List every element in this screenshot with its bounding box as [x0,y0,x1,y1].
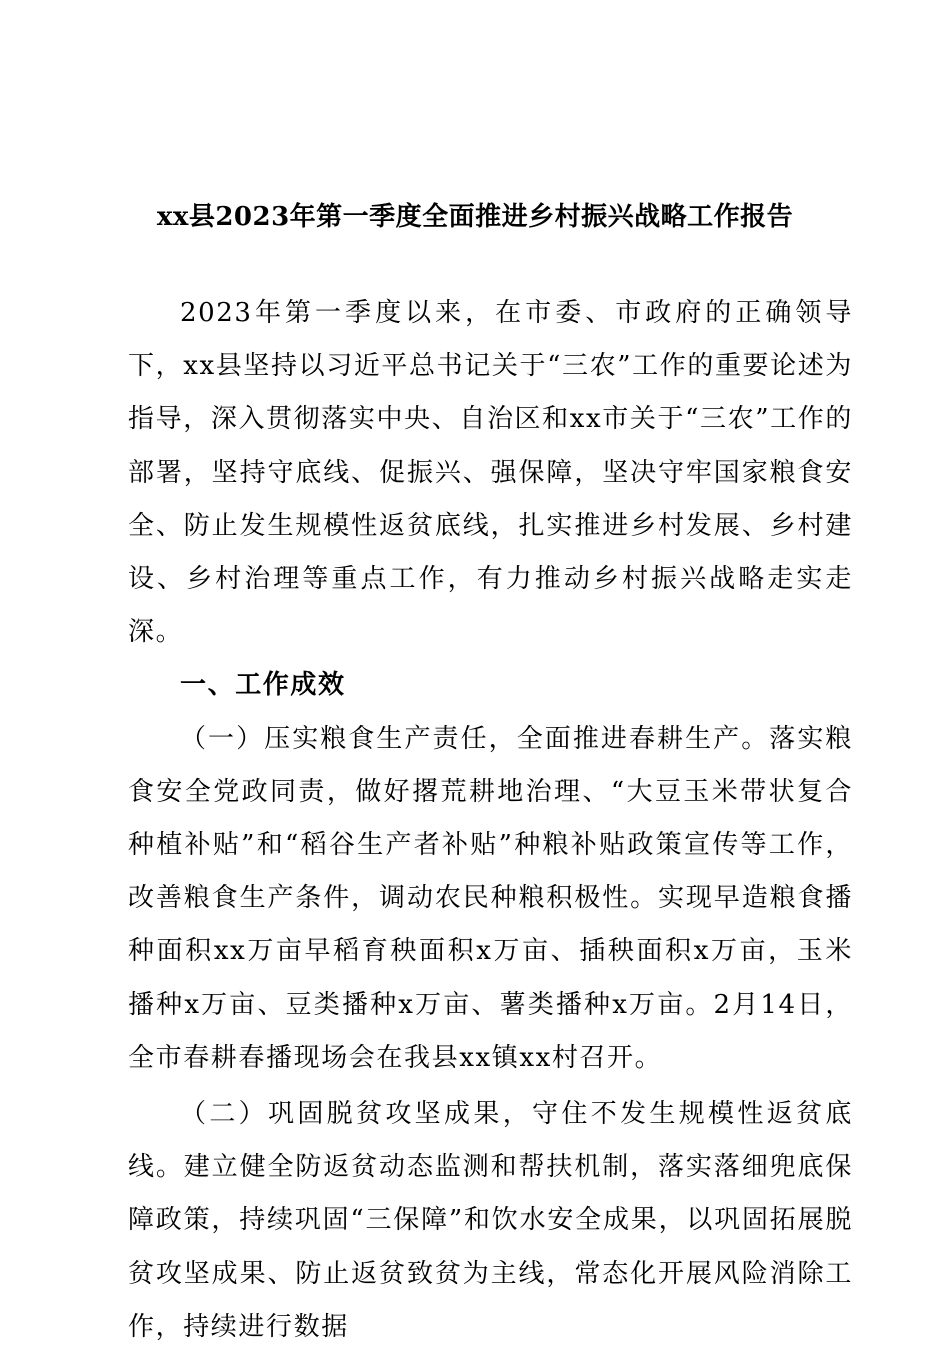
paragraph-grain-production: （一）压实粮食生产责任，全面推进春耕生产。落实粮食安全党政同责，做好撂荒耕地治理、“大豆玉米带状复合种植补贴”和“稻谷生产者补贴”种粮补贴政策宣传等工作，改善粮食生产条件，调动农民种粮积极性。实现早造粮食播种面积xx万亩早稻育秧面积x万亩、插秧面积x万亩，玉米播种x万亩、豆类播种x万亩、薯类播种x万亩。2月14日，全市春耕春播现场会在我县xx镇xx村召开。 [128,723,853,1073]
document-body [128,287,853,1354]
section-heading-work-results: 一、工作成效 [180,670,346,701]
document-title: xx县2023年第一季度全面推进乡村振兴战略工作报告 [156,202,794,232]
intro-paragraph: 2023年第一季度以来，在市委、市政府的正确领导下，xx县坚持以习近平总书记关于“三农”工作的重要论述为指导，深入贯彻落实中央、自治区和xx市关于“三农”工作的部署，坚持守底线、促振兴、强保障，坚决守牢国家粮食安全、防止发生规模性返贫底线，扎实推进乡村发展、乡村建设、乡村治理等重点工作，有力推动乡村振兴战略走实走深。 [128,298,853,648]
paragraph-poverty-consolidation: （二）巩固脱贫攻坚成果，守住不发生规模性返贫底线。建立健全防返贫动态监测和帮扶机制，落实落细兜底保障政策，持续巩固“三保障”和饮水安全成果，以巩固拓展脱贫攻坚成果、防止返贫致贫为主线，常态化开展风险消除工作，持续进行数据 [128,1099,853,1342]
